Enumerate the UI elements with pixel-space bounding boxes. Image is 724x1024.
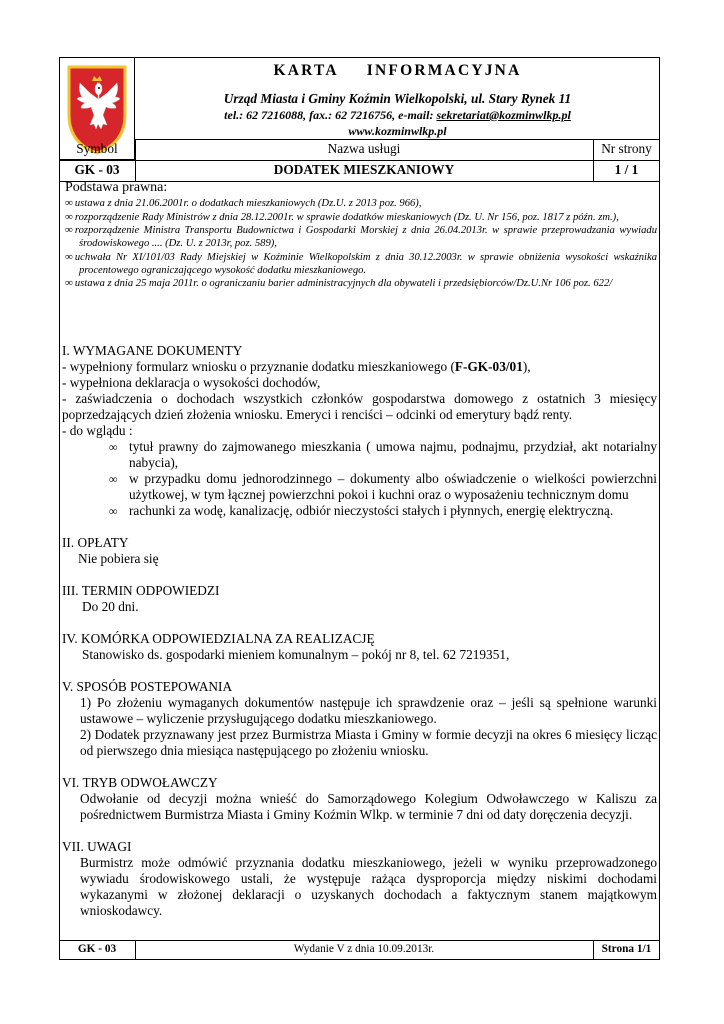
infinity-bullet-icon: ∞ xyxy=(65,197,73,209)
section-text: 1) Po złożeniu wymaganych dokumentów następuje ich sprawdzenie oraz – jeśli są spełnione warunki ustawowe – wyliczenie przysługującego dodatku mieszkaniowego. xyxy=(80,695,657,726)
divider xyxy=(59,160,660,161)
website-link[interactable]: www.kozminwlkp.pl xyxy=(348,124,447,138)
legal-item: ∞ rozporządzenie Rady Ministrów z dnia 28.12.2001r. w sprawie dodatków mieskaniowych (Dz. U. Nr 156, poz. 1817 z późn. zm.), xyxy=(65,210,619,223)
section-heading: IV. KOMÓRKA ODPOWIEDZIALNA ZA REALIZACJĘ xyxy=(62,631,375,646)
footer-page: Strona 1/1 xyxy=(601,943,652,955)
page-label: Nr strony xyxy=(601,141,652,156)
email-link[interactable]: sekretariat@kozminwlkp.pl xyxy=(436,108,571,122)
footer-symbol: GK - 03 xyxy=(77,943,117,955)
legal-basis xyxy=(65,180,657,291)
page-title: KARTA INFORMACYJNA xyxy=(273,62,522,79)
section-text: Nie pobiera się xyxy=(78,551,159,566)
section-heading: VI. TRYB ODWOŁAWCZY xyxy=(62,775,218,790)
infinity-bullet-icon: ∞ xyxy=(65,277,73,290)
office-address: Urząd Miasta i Gminy Koźmin Wielkopolski, ul. Stary Rynek 11 xyxy=(223,91,572,106)
infinity-bullet-icon: ∞ xyxy=(65,250,73,263)
legal-item: ∞ ustawa z dnia 21.06.2001r. o dodatkach mieszkaniowych (Dz.U. z 2013 poz. 966), xyxy=(65,197,422,209)
doc-item: - do wglądu : xyxy=(62,423,133,438)
infinity-bullet-icon: ∞ xyxy=(109,504,118,518)
list-item: ∞ rachunki za wodę, kanalizację, odbiór nieczystości stałych i płynnych, energię elektryczną. xyxy=(109,503,614,518)
list-item: ∞ w przypadku domu jednorodzinnego – dokumenty albo oświadczenie o wielkości powierzchni użytkowej, w tym łącznej powierzchni pokoi i kuchni oraz o wyposażeniu technicznym domu xyxy=(109,471,657,502)
doc-item: - wypełniony formularz wniosku o przyznanie dodatku mieszkaniowego (F-GK-03/01), xyxy=(62,359,531,374)
service-name: DODATEK MIESZKANIOWY xyxy=(273,162,455,177)
legal-item: ∞ rozporządzenie Ministra Transportu Budownictwa i Gospodarki Morskiej z dnia 26.04.2013r. w sprawie przeprowadzania wywiadu środowiskowego .... (Dz. U. z 2013r, poz. 589), xyxy=(65,224,657,250)
form-code: F-GK-03/01 xyxy=(454,359,523,374)
header-block xyxy=(135,57,660,141)
section-text: Odwołanie od decyzji można wnieść do Samorządowego Kolegium Odwoławczego w Kaliszu za pośrednictwem Burmistrza Miasta i Gminy Koźmin Wlkp. w terminie 7 dni od daty doręczenia decyzji. xyxy=(80,791,657,822)
service-label: Nazwa usługi xyxy=(327,141,401,156)
infinity-bullet-icon: ∞ xyxy=(109,472,118,486)
section-deadline xyxy=(62,583,657,615)
section-procedure xyxy=(62,679,657,759)
section-text: Do 20 dni. xyxy=(82,599,139,614)
symbol-label: Symbol xyxy=(76,141,118,156)
footer xyxy=(59,941,660,960)
legal-item: ∞ uchwała Nr XI/101/03 Rady Miejskiej w Koźminie Wielkopolskim z dnia 30.12.2003r. w sprawie obniżenia wysokości wskaźnika procentowego ograniczającego wysokość dodatku mieszkaniowego. xyxy=(65,250,657,276)
section-text: Stanowisko ds. gospodarki mieniem komunalnym – pokój nr 8, tel. 62 7219351, xyxy=(82,647,510,662)
section-heading: V. SPOSÓB POSTEPOWANIA xyxy=(62,679,233,694)
doc-item: - wypełniona deklaracja o wysokości dochodów, xyxy=(62,375,321,390)
legal-basis-title: Podstawa prawna: xyxy=(65,180,168,195)
section-appeal xyxy=(62,775,657,823)
divider xyxy=(135,139,660,140)
footer-edition: Wydanie V z dnia 10.09.2013r. xyxy=(293,943,435,955)
office-contact: tel.: 62 7216088, fax.: 62 7216756, e-mail: sekretariat@kozminwlkp.pl xyxy=(224,108,571,122)
section-notes xyxy=(62,839,657,919)
section-heading: VII. UWAGI xyxy=(62,839,132,854)
section-heading: III. TERMIN ODPOWIEDZI xyxy=(62,583,220,598)
inspection-list xyxy=(62,439,657,519)
page-number: 1 / 1 xyxy=(614,162,639,177)
section-text: 2) Dodatek przyznawany jest przez Burmistrza Miasta i Gminy w formie decyzji na okres 6 miesięcy licząc od pierwszego dnia miesiąca następującego po złożeniu wniosku. xyxy=(80,727,657,758)
section-text: Burmistrz może odmówić przyznania dodatku mieszkaniowego, jeżeli w wyniku przeprowadzonego wywiadu środowiskowego ustali, że występuje rażąca dysproporcja między niskimi dochodami wykazanymi w złożonej deklaracji o uzyskanych dochodach a faktycznym stanem majątkowym wnioskodawcy. xyxy=(80,855,657,918)
list-item: ∞ tytuł prawny do zajmowanego mieszkania ( umowa najmu, podnajmu, przydział, akt notarialny nabycia), xyxy=(109,439,657,470)
section-required-documents xyxy=(62,343,657,519)
section-responsible-unit xyxy=(62,631,657,663)
document-body xyxy=(62,343,657,919)
legal-item: ∞ ustawa z dnia 25 maja 2011r. o ograniczaniu barier administracyjnych dla obywateli i przedsiębiorców/Dz.U.Nr 106 poz. 622/ xyxy=(65,277,613,290)
section-heading: II. OPŁATY xyxy=(62,535,129,550)
infinity-bullet-icon: ∞ xyxy=(65,210,73,223)
symbol-value: GK - 03 xyxy=(74,162,120,177)
infinity-bullet-icon: ∞ xyxy=(65,224,73,237)
infinity-bullet-icon: ∞ xyxy=(109,440,118,454)
doc-item: - zaświadczenia o dochodach wszystkich członków gospodarstwa domowego z ostatnich 3 miesięcy poprzedzających dzień złożenia wniosku. Emeryci i renciści – odcinki od emerytury bądź renty. xyxy=(62,391,657,422)
section-heading: I. WYMAGANE DOKUMENTY xyxy=(62,343,243,358)
section-fees xyxy=(62,535,657,567)
